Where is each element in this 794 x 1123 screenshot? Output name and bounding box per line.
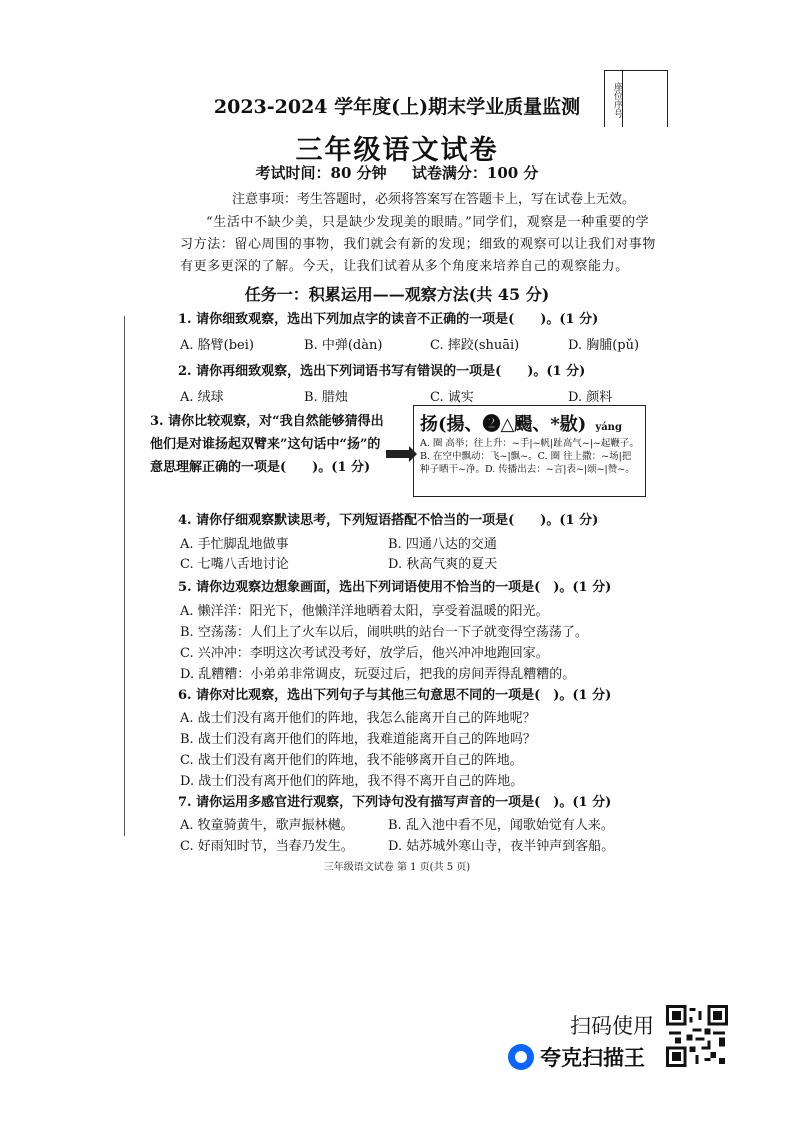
q5-option-b: B. 空荡荡：人们上了火车以后，闹哄哄的站台一下子就变得空荡荡了。 bbox=[180, 625, 588, 640]
dictionary-box bbox=[413, 405, 646, 497]
q7-option-d: D. 姑苏城外寒山寺，夜半钟声到客船。 bbox=[388, 839, 615, 854]
paper-title: 三年级语文试卷 bbox=[295, 135, 499, 166]
question-5-stem: 5. 请你边观察边想象画面，选出下列词语使用不恰当的一项是( )。(1 分) bbox=[178, 580, 612, 595]
scanner-brand bbox=[508, 1042, 645, 1072]
brand-name: 夸克扫描王 bbox=[540, 1046, 645, 1070]
exam-title: 2023-2024 学年度(上)期末学业质量监测 bbox=[213, 96, 581, 118]
margin-line bbox=[124, 316, 125, 836]
page-footer: 三年级语文试卷 第 1 页(共 5 页) bbox=[323, 862, 471, 873]
question-4-stem: 4. 请你仔细观察默读思考，下列短语搭配不恰当的一项是( )。(1 分) bbox=[178, 513, 599, 528]
question-6-stem: 6. 请你对比观察，选出下列句子与其他三句意思不同的一项是( )。(1 分) bbox=[178, 688, 612, 703]
question-7-stem: 7. 请你运用多感官进行观察，下列诗句没有描写声音的一项是( )。(1 分) bbox=[178, 795, 612, 810]
exam-meta bbox=[0, 162, 794, 183]
q6-option-c: C. 战士们没有离开他们的阵地，我不能够离开自己的阵地。 bbox=[180, 753, 523, 768]
q4-option-d: D. 秋高气爽的夏天 bbox=[388, 557, 498, 572]
qr-code-icon[interactable] bbox=[666, 1005, 728, 1067]
q7-option-a: A. 牧童骑黄牛，歌声振林樾。 bbox=[180, 818, 354, 833]
dictionary-pinyin: yáng bbox=[595, 422, 622, 433]
notice: 注意事项：考生答题时，必须将答案写在答题卡上，写在试卷上无效。 bbox=[232, 192, 636, 207]
dictionary-definitions: A. 圈 高举；往上升：~手|~帆|趾高气~|~起鞭子。B. 在空中飘动：飞~|飘~。C. 圈 往上撒：~场|把种子晒干~净。D. 传播出去：~言|表~|颂~|赞~。 bbox=[420, 438, 639, 475]
q1-option-b: B. 中弹(dàn) bbox=[304, 338, 383, 353]
question-3-stem: 3. 请你比较观察，对“我自然能够猜得出他们是对谁扬起双臂来”这句话中“扬”的意思理解正确的一项是( )。(1 分) bbox=[150, 414, 384, 475]
dictionary-headword: 扬(揚、❷△颺、*敭) bbox=[420, 414, 587, 435]
q6-option-d: D. 战士们没有离开他们的阵地，我不得不离开自己的阵地。 bbox=[180, 774, 524, 789]
q2-option-d: D. 颜料 bbox=[568, 390, 613, 405]
seat-label: 座位序号 bbox=[605, 71, 623, 127]
q1-option-c: C. 摔跤(shuāi) bbox=[430, 338, 520, 353]
q7-option-c: C. 好雨知时节，当春乃发生。 bbox=[180, 839, 354, 854]
intro-paragraph: “生活中不缺少美，只是缺少发现美的眼睛。”同学们，观察是一种重要的学习方法：留心周围的事物，我们就会有新的发现；细致的观察可以让我们对事物有更多更深的了解。今天，让我们试着从多个角度来培养自己的观察能力。 bbox=[180, 215, 657, 274]
q7-option-b: B. 乱入池中看不见，闻歌始觉有人来。 bbox=[388, 818, 614, 833]
q1-option-a: A. 胳臂(bei) bbox=[180, 338, 254, 353]
q4-option-a: A. 手忙脚乱地做事 bbox=[180, 537, 289, 552]
question-1-stem: 1. 请你细致观察，选出下列加点字的读音不正确的一项是( )。(1 分) bbox=[178, 312, 599, 327]
q5-option-d: D. 乱糟糟：小弟弟非常调皮，玩耍过后，把我的房间弄得乱糟糟的。 bbox=[180, 667, 576, 682]
section-heading: 任务一：积累运用——观察方法(共 45 分) bbox=[244, 285, 550, 304]
q2-option-b: B. 腊烛 bbox=[304, 390, 348, 405]
scan-to-use-text: 扫码使用 bbox=[570, 1014, 654, 1038]
q1-option-d: D. 胸脯(pǔ) bbox=[568, 338, 640, 353]
q6-option-b: B. 战士们没有离开他们的阵地，我难道能离开自己的阵地吗？ bbox=[180, 732, 536, 747]
arrow-icon bbox=[386, 450, 410, 458]
q4-option-b: B. 四通八达的交通 bbox=[388, 537, 497, 552]
q5-option-c: C. 兴冲冲：李明这次考试没考好，放学后，他兴冲冲地跑回家。 bbox=[180, 646, 549, 661]
q4-option-c: C. 七嘴八舌地讨论 bbox=[180, 557, 289, 572]
q2-option-a: A. 绒球 bbox=[180, 390, 224, 405]
quark-logo-icon bbox=[508, 1044, 534, 1070]
q6-option-a: A. 战士们没有离开他们的阵地，我怎么能离开自己的阵地呢？ bbox=[180, 711, 536, 726]
exam-score: 试卷满分：100 分 bbox=[411, 164, 539, 182]
q5-option-a: A. 懒洋洋：阳光下，他懒洋洋地晒着太阳，享受着温暖的阳光。 bbox=[180, 604, 549, 619]
exam-time: 考试时间：80 分钟 bbox=[255, 164, 387, 182]
q2-option-c: C. 诚实 bbox=[430, 390, 474, 405]
question-2-stem: 2. 请你再细致观察，选出下列词语书写有错误的一项是( )。(1 分) bbox=[178, 364, 586, 379]
